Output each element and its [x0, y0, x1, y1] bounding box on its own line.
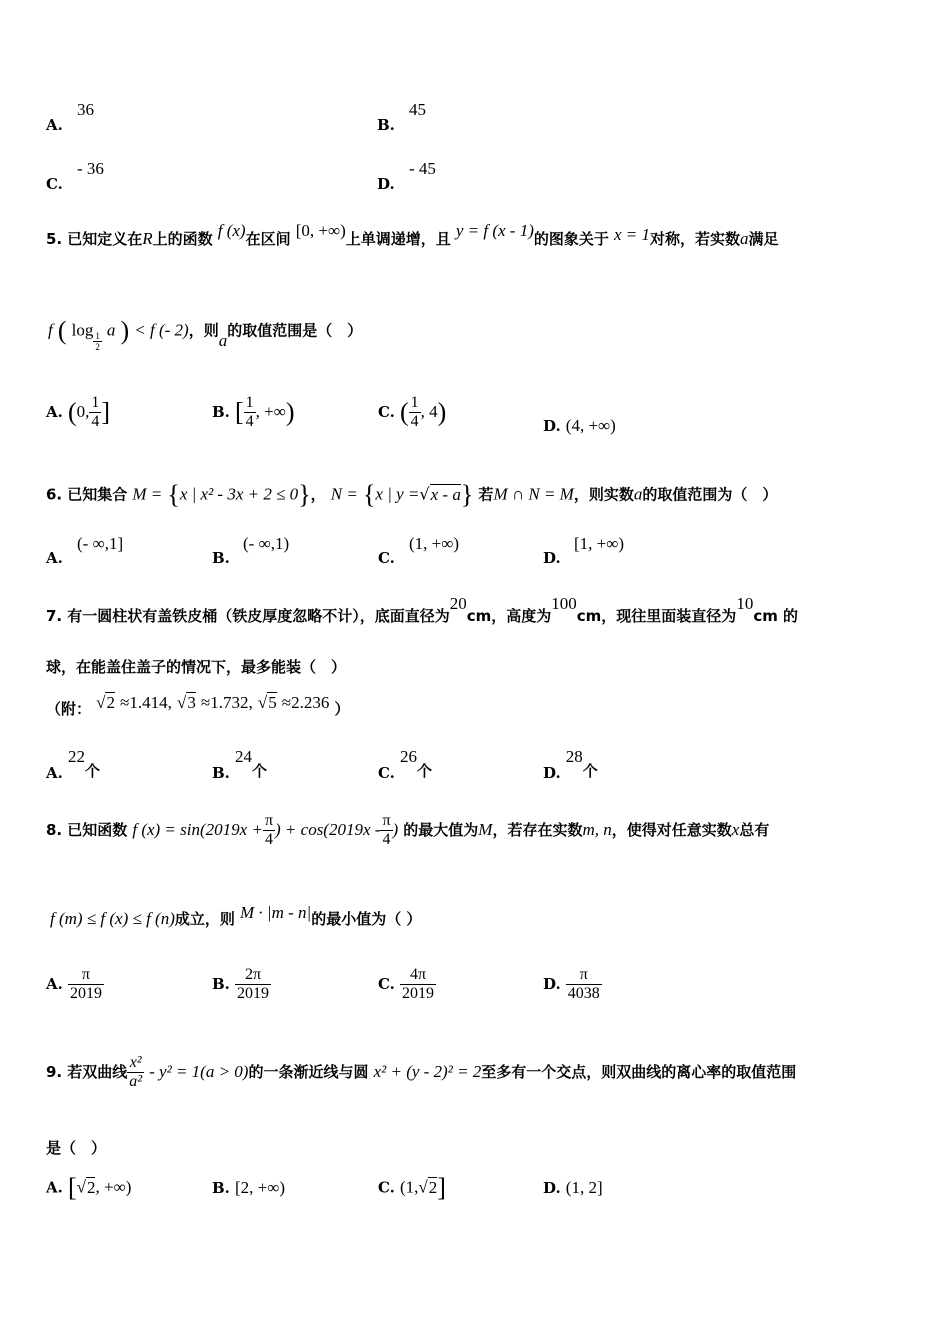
q6-stem: 6. 已知集合 M = {x | x² - 3x + 2 ≤ 0}， N = {x | y =√x - a} 若M ∩ N = M，则实数a的取值范围为（ ） [46, 480, 778, 509]
q8-frac1 [263, 812, 275, 849]
q8-text: 的最大值为 [403, 821, 479, 839]
q5-option-c-post: , 4 [420, 402, 438, 421]
q8-option-a-label: A. [46, 975, 63, 993]
frac-den: 4 [410, 413, 419, 430]
q7-option-b-label: B. [212, 764, 230, 782]
q7-option-a-label: A. [46, 764, 63, 782]
q9-option-d [543, 1178, 603, 1198]
q4-option-b-label: B. [377, 116, 395, 134]
q5-option-b: B. [ $\frac{1}{4}$ , +∞) [212, 394, 295, 430]
q9-option-c-root: 2 [428, 1177, 438, 1197]
q7-option-a [46, 746, 100, 782]
q7-unit: 个 [252, 762, 268, 780]
q5-option-c-label: C. [378, 403, 395, 421]
q5-log-base-num: 1 [95, 330, 100, 341]
q5-text: 的图象关于 [533, 230, 609, 248]
q5-option-b-frac [244, 394, 256, 431]
q7-option-b-value: 24 [235, 747, 252, 766]
q5-fx: f (x) [217, 221, 246, 240]
q9-option-a: A. [√2, +∞) [46, 1173, 132, 1202]
q9-option-a-post: , +∞) [95, 1177, 132, 1197]
q8-option-a [46, 966, 104, 1003]
q7-text: cm，现往里面装直径为 [576, 607, 737, 625]
q8-option-b-frac [235, 966, 271, 1003]
q4-option-c-label: C. [46, 175, 63, 193]
q7-note-open: （附： [46, 700, 92, 718]
frac-den: 2019 [237, 985, 269, 1002]
q4-option-a-label: A. [46, 116, 63, 134]
q9-text: 至多有一个交点，则双曲线的离心率的取值范围 [481, 1063, 797, 1081]
q8-x: x [731, 820, 740, 839]
q5-stem-line2: f ( log $\frac{1}{2}$ a ) < f (- 2)，则a的取值范围是（ ） [48, 316, 363, 352]
q8-option-d-frac [566, 966, 602, 1003]
q6-nset-pre: x | y = [375, 484, 420, 504]
q4-option-d-label: D. [377, 175, 395, 193]
q5-text: 在区间 [245, 230, 291, 248]
q8-option-a-frac [68, 966, 104, 1003]
frac-num: x² [127, 1054, 144, 1073]
q7-option-c [378, 746, 433, 782]
q7-option-a-value: 22 [67, 747, 85, 766]
frac-den: 4 [91, 413, 100, 430]
q7-note-close: ） [334, 700, 350, 718]
q5-option-a-frac [89, 394, 101, 431]
q6-option-b-value: (- ∞,1) [243, 534, 290, 553]
q9-option-a-pre: [ [67, 1173, 77, 1202]
q5-option-b-label: B. [212, 403, 230, 421]
q7-val3: ≈1.732, [200, 693, 253, 712]
q5-text: 满足 [748, 230, 779, 248]
q5-log-base-den: 2 [95, 341, 100, 352]
q5-option-c: C. ( $\frac{1}{4}$ , 4) [378, 394, 447, 430]
frac-num: 4π [400, 966, 436, 985]
q6-text: 若 [478, 485, 494, 504]
frac-den: 2019 [402, 985, 434, 1002]
q5-log: log [71, 320, 94, 340]
q6-option-c-label: C. [378, 549, 395, 567]
q7-unit: 个 [582, 762, 598, 780]
q6-text: 的取值范围为（ ） [642, 485, 778, 504]
q5-option-c-frac [409, 394, 421, 431]
q7-text: cm，高度为 [466, 607, 552, 625]
q9-option-b-label: B. [212, 1179, 230, 1197]
q5-option-a-label: A. [46, 403, 63, 421]
q5-yfx: y = f (x - 1) [455, 221, 534, 240]
q6-a: a [633, 484, 643, 504]
q9-text: 的一条渐近线与圆 [248, 1063, 369, 1081]
frac-num: π [264, 812, 274, 829]
q5-ineq-f: f [48, 320, 53, 340]
q7-option-d [543, 746, 598, 782]
q9-option-c-label: C. [378, 1178, 395, 1197]
q7-root3: 3 [187, 693, 196, 712]
q4-option-c-value: - 36 [77, 159, 104, 178]
q7-text: cm 的 [753, 607, 799, 625]
q7-stem-line1 [46, 594, 799, 626]
frac-den: 4038 [567, 985, 600, 1002]
q7-val2: ≈1.414, [120, 693, 172, 712]
q6-n: N = [330, 484, 358, 504]
q6-comma: ， [310, 485, 326, 504]
q8-option-b-label: B. [212, 975, 230, 993]
frac-num: π [566, 966, 602, 985]
q5-option-b-post: , +∞ [255, 402, 286, 421]
q5-r: R [142, 229, 153, 248]
q8-option-b [212, 966, 271, 1003]
q7-option-b [212, 746, 268, 782]
q9-frac [127, 1054, 144, 1091]
q6-text: 已知集合 [67, 485, 128, 504]
q6-number: 6. [46, 485, 63, 504]
q8-f-mid: ) + cos(2019x - [275, 820, 381, 839]
q4-option-b-value: 45 [409, 100, 426, 119]
q8-stem-line2 [50, 903, 422, 929]
q8-text: 的最小值为（ ） [311, 910, 422, 928]
frac-den: 4 [245, 413, 254, 430]
q7-height: 100 [551, 594, 577, 613]
q7-unit: 个 [417, 762, 433, 780]
q5-option-a-pre: 0, [76, 402, 90, 421]
q8-option-c-label: C. [378, 975, 395, 993]
q9-stem-line1 [46, 1054, 796, 1091]
frac-num: 1 [91, 394, 100, 411]
q5-option-a: A. (0, $\frac{1}{4}$ ] [46, 394, 111, 430]
q9-text: 若双曲线 [67, 1063, 128, 1081]
q7-option-d-label: D. [543, 764, 561, 782]
q5-a: a [740, 229, 749, 248]
frac-den: 2019 [69, 985, 102, 1002]
frac-num: 1 [245, 394, 254, 411]
q8-frac2 [380, 812, 392, 849]
q8-text: 总有 [739, 821, 770, 839]
q8-m: M [478, 820, 493, 839]
q8-f-end: ) [392, 820, 399, 839]
q8-f-pre: f (x) = sin(2019x + [132, 820, 263, 839]
q7-root2: 2 [106, 693, 115, 712]
q9-stem-line2: 是（ ） [46, 1139, 107, 1157]
q6-option-d-value: [1, +∞) [574, 534, 625, 553]
q7-ball: 10 [736, 594, 754, 613]
frac-num: 2π [235, 966, 271, 985]
q8-text: 已知函数 [67, 821, 128, 839]
q5-log-base [93, 331, 102, 352]
q8-ineq: f (m) ≤ f (x) ≤ f (n) [50, 909, 175, 928]
q9-option-a-root: 2 [86, 1177, 96, 1197]
q7-root5: 5 [268, 693, 277, 712]
q5-option-d-value: (4, +∞) [565, 416, 616, 435]
q5-x1: x = 1 [613, 225, 651, 244]
q9-option-b-value: [2, +∞) [235, 1178, 286, 1197]
q6-text: ，则实数 [573, 485, 634, 504]
q9-option-d-value: (1, 2] [565, 1178, 603, 1197]
q7-stem-line2: 球，在能盖住盖子的情况下，最多能装（ ） [46, 658, 347, 676]
q5-ineq-rhs: < f (- 2) [134, 320, 189, 340]
q6-option-a-label: A. [46, 549, 63, 567]
q8-text: ，使得对任意实数 [611, 821, 732, 839]
q7-option-c-label: C. [378, 764, 395, 782]
q6-option-a-value: (- ∞,1] [77, 534, 124, 553]
q7-unit: 个 [84, 762, 100, 780]
q8-text: ，若存在实数 [492, 821, 583, 839]
q5-text: 上单调递增，且 [345, 230, 451, 248]
q5-text: 上的函数 [152, 230, 213, 248]
q9-rest: - y² = 1(a > 0) [149, 1062, 249, 1081]
q7-number: 7. [46, 607, 63, 625]
q5-text: 的取值范围是（ ） [227, 321, 363, 340]
q6-nset-root: x - a [430, 484, 461, 504]
q8-expr: M · |m - n| [239, 903, 312, 922]
q7-option-c-value: 26 [400, 747, 417, 766]
q9-option-d-label: D. [543, 1179, 561, 1197]
q5-text: 已知定义在 [67, 230, 143, 248]
q5-ineq-a: a [106, 320, 116, 340]
q7-val5: ≈2.236 [281, 693, 330, 712]
frac-den: 4 [264, 831, 273, 848]
q4-option-d-value: - 45 [409, 159, 436, 178]
q9-option-a-label: A. [46, 1178, 63, 1197]
q8-mn: m, n [582, 820, 612, 839]
q8-option-c [378, 966, 436, 1003]
q9-option-c: C. (1,√2] [378, 1173, 446, 1202]
q6-option-d-label: D. [543, 549, 561, 567]
q4-option-a-value: 36 [77, 100, 94, 119]
q5-option-d [543, 416, 616, 436]
q9-circle: x² + (y - 2)² = 2 [373, 1062, 482, 1081]
frac-num: 1 [410, 394, 419, 411]
q5-number: 5. [46, 230, 63, 248]
q6-mset: x | x² - 3x + 2 ≤ 0 [179, 484, 299, 504]
q5-interval: [0, +∞) [295, 221, 346, 240]
q9-option-b [212, 1178, 285, 1198]
q6-m: M = [132, 484, 163, 504]
q6-option-c-value: (1, +∞) [409, 534, 460, 553]
q7-option-d-value: 28 [565, 747, 583, 766]
frac-num: π [68, 966, 104, 985]
q9-number: 9. [46, 1063, 63, 1081]
q5-stem-line1 [46, 221, 779, 249]
q5-text: 对称，若实数 [650, 230, 741, 248]
q7-text: 有一圆柱状有盖铁皮桶（铁皮厚度忽略不计），底面直径为 [67, 607, 450, 625]
q6-cond: M ∩ N = M [493, 484, 574, 504]
q8-option-d [543, 966, 602, 1003]
q7-diameter: 20 [449, 594, 467, 613]
q9-option-c-pre: (1, [400, 1177, 419, 1197]
q6-option-b-label: B. [212, 549, 230, 567]
q8-stem-line1 [46, 812, 769, 849]
q8-option-c-frac [400, 966, 436, 1003]
frac-den: 4 [382, 831, 391, 848]
q8-option-d-label: D. [543, 975, 561, 993]
q5-a2: a [218, 330, 228, 350]
q8-text: 成立，则 [174, 910, 235, 928]
frac-den: a² [129, 1073, 143, 1090]
q5-text: ，则 [188, 321, 219, 340]
q9-option-c-post: ] [437, 1173, 446, 1202]
q8-number: 8. [46, 821, 63, 839]
q7-note: （附： √2 ≈1.414, √3 ≈1.732, √5 ≈2.236 ） [46, 693, 350, 718]
frac-num: π [382, 812, 391, 829]
q5-option-d-label: D. [543, 417, 561, 435]
